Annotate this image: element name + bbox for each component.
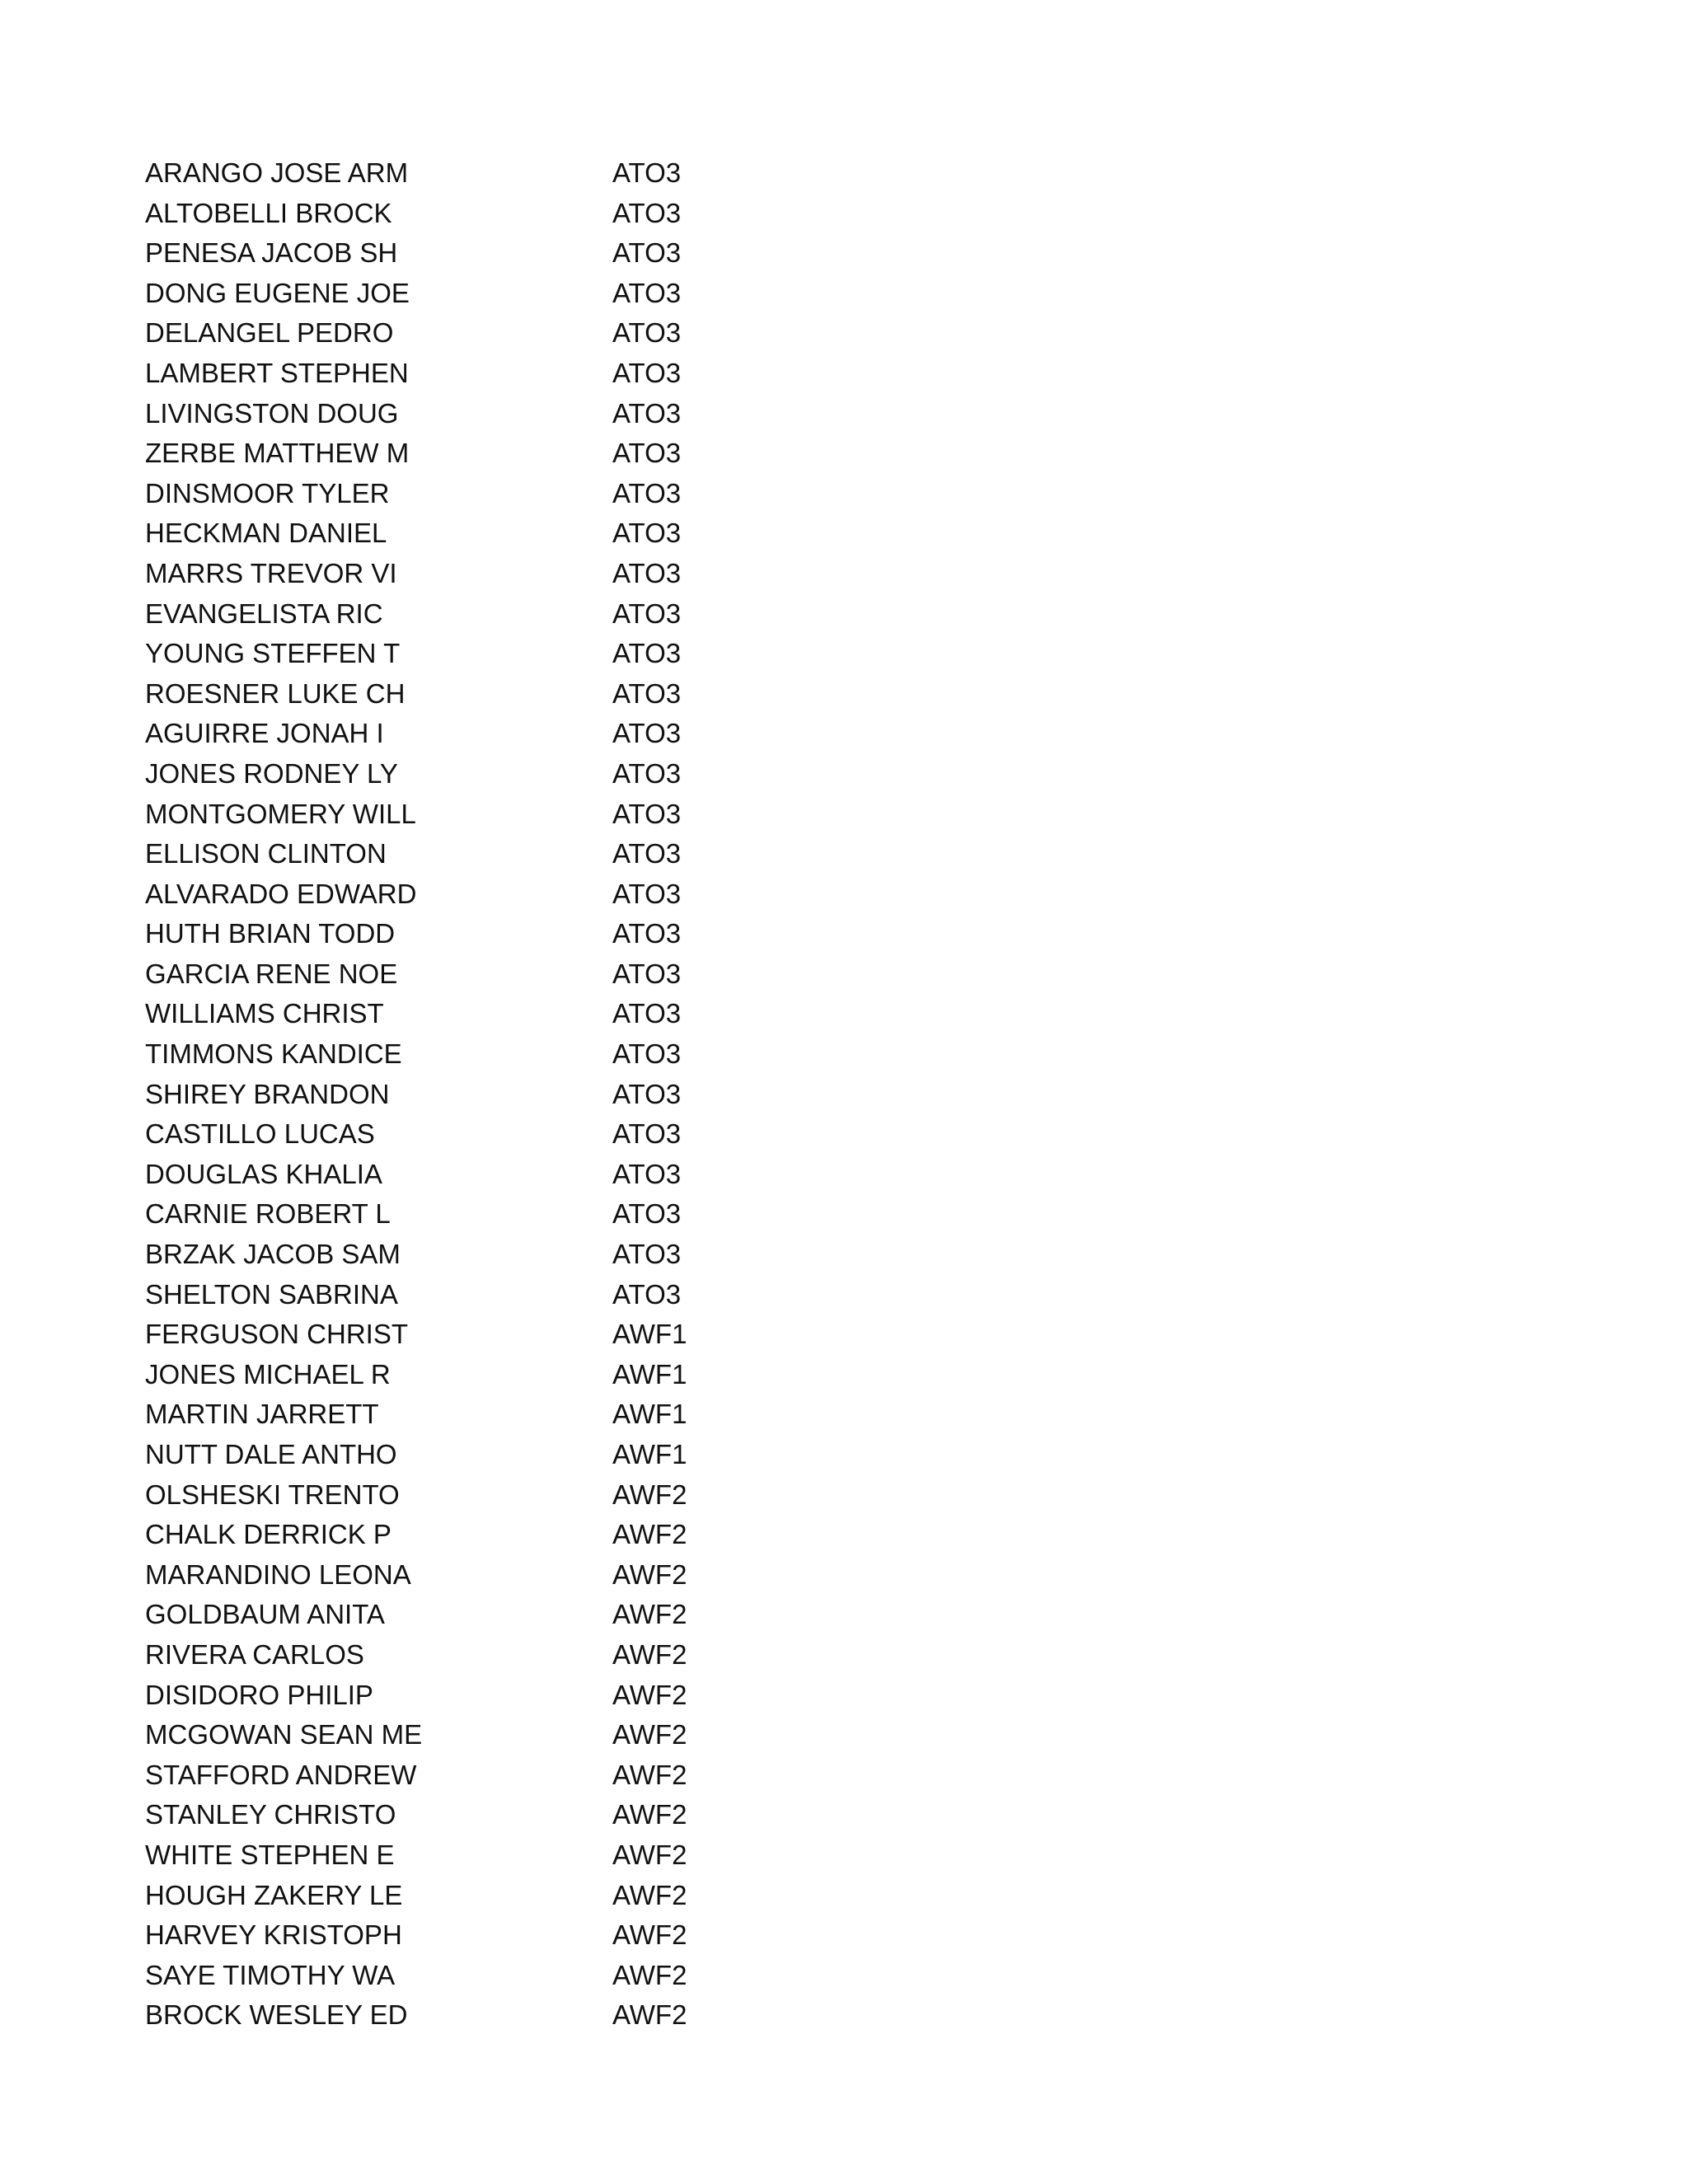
- rating-code: ATO3: [612, 357, 682, 388]
- rating-code: ATO3: [612, 958, 682, 989]
- roster-row: [145, 434, 887, 474]
- person-name: AGUIRRE JONAH I: [145, 718, 384, 749]
- rating-code: ATO3: [612, 878, 682, 909]
- person-name: CASTILLO LUCAS: [145, 1118, 375, 1150]
- person-name: FERGUSON CHRIST: [145, 1319, 409, 1350]
- person-name: NUTT DALE ANTHO: [145, 1439, 397, 1469]
- person-name: MCGOWAN SEAN ME: [145, 1719, 423, 1750]
- rating-code: AWF2: [612, 1759, 687, 1790]
- rating-code: AWF2: [612, 1719, 687, 1750]
- roster-row: [145, 474, 887, 514]
- roster-row: [145, 1034, 887, 1075]
- rating-code: ATO3: [612, 638, 682, 669]
- roster-row: [145, 1155, 887, 1195]
- roster-row: [145, 1915, 887, 1956]
- rating-code: ATO3: [612, 317, 682, 349]
- roster-row: [145, 754, 887, 794]
- person-name: TIMMONS KANDICE: [145, 1038, 402, 1070]
- rating-code: AWF2: [612, 1479, 687, 1510]
- roster-row: [145, 274, 887, 314]
- person-name: GOLDBAUM ANITA: [145, 1599, 385, 1630]
- rating-code: ATO3: [612, 1239, 682, 1270]
- person-name: MARTIN JARRETT: [145, 1399, 379, 1430]
- rating-code: ATO3: [612, 1038, 682, 1070]
- roster-row: [145, 1755, 887, 1796]
- person-name: SHIREY BRANDON: [145, 1078, 390, 1109]
- rating-code: AWF2: [612, 1679, 687, 1710]
- person-name: ELLISON CLINTON: [145, 838, 387, 869]
- person-name: PENESA JACOB SH: [145, 237, 398, 269]
- person-name: ARANGO JOSE ARM: [145, 157, 409, 188]
- person-name: OLSHESKI TRENTO: [145, 1479, 400, 1510]
- person-name: SHELTON SABRINA: [145, 1278, 398, 1310]
- roster-row: [145, 834, 887, 874]
- person-name: BRZAK JACOB SAM: [145, 1239, 401, 1270]
- person-name: MONTGOMERY WILL: [145, 798, 416, 829]
- person-name: ROESNER LUKE CH: [145, 677, 406, 709]
- roster-row: [145, 1435, 887, 1475]
- roster-row: [145, 1394, 887, 1435]
- rating-code: AWF2: [612, 1999, 687, 2031]
- roster-row: [145, 594, 887, 635]
- roster-row: [145, 1675, 887, 1716]
- person-name: ALVARADO EDWARD: [145, 878, 417, 909]
- roster-row: [145, 994, 887, 1034]
- rating-code: AWF2: [612, 1839, 687, 1870]
- roster-row: [145, 1275, 887, 1315]
- roster-row: [145, 1114, 887, 1155]
- roster-row: [145, 954, 887, 995]
- person-name: GARCIA RENE NOE: [145, 958, 398, 989]
- rating-code: ATO3: [612, 1078, 682, 1109]
- roster-row: [145, 1235, 887, 1275]
- roster-row: [145, 554, 887, 594]
- person-name: DOUGLAS KHALIA: [145, 1158, 382, 1189]
- roster-row: [145, 394, 887, 434]
- person-name: HECKMAN DANIEL: [145, 518, 387, 549]
- roster-row: [145, 1194, 887, 1235]
- roster-row: [145, 1515, 887, 1555]
- roster-row: [145, 1795, 887, 1835]
- person-name: EVANGELISTA RIC: [145, 598, 383, 629]
- person-name: HUTH BRIAN TODD: [145, 918, 396, 949]
- person-name: CHALK DERRICK P: [145, 1519, 392, 1550]
- rating-code: AWF2: [612, 1599, 687, 1630]
- rating-code: ATO3: [612, 838, 682, 869]
- roster-row: [145, 194, 887, 234]
- person-name: JONES RODNEY LY: [145, 757, 398, 789]
- roster-row: [145, 1075, 887, 1115]
- person-name: ZERBE MATTHEW M: [145, 438, 410, 469]
- roster-row: [145, 674, 887, 715]
- person-name: WHITE STEPHEN E: [145, 1839, 395, 1870]
- roster-list: [145, 153, 887, 2036]
- roster-row: [145, 1555, 887, 1596]
- rating-code: AWF1: [612, 1319, 687, 1350]
- rating-code: AWF2: [612, 1919, 687, 1951]
- rating-code: ATO3: [612, 237, 682, 269]
- rating-code: AWF1: [612, 1439, 687, 1469]
- rating-code: ATO3: [612, 998, 682, 1029]
- person-name: DONG EUGENE JOE: [145, 277, 410, 308]
- person-name: CARNIE ROBERT L: [145, 1198, 391, 1230]
- rating-code: ATO3: [612, 798, 682, 829]
- rating-code: ATO3: [612, 197, 682, 228]
- roster-row: [145, 1315, 887, 1355]
- roster-row: [145, 1835, 887, 1876]
- roster-row: [145, 714, 887, 754]
- rating-code: ATO3: [612, 477, 682, 509]
- person-name: STANLEY CHRISTO: [145, 1799, 396, 1830]
- roster-row: [145, 513, 887, 554]
- person-name: DISIDORO PHILIP: [145, 1679, 373, 1710]
- person-name: LAMBERT STEPHEN: [145, 357, 409, 388]
- person-name: LIVINGSTON DOUG: [145, 397, 399, 429]
- rating-code: ATO3: [612, 918, 682, 949]
- rating-code: AWF1: [612, 1399, 687, 1430]
- rating-code: AWF2: [612, 1799, 687, 1830]
- roster-row: [145, 1956, 887, 1996]
- roster-row: [145, 1715, 887, 1755]
- rating-code: AWF1: [612, 1358, 687, 1390]
- rating-code: ATO3: [612, 598, 682, 629]
- roster-row: [145, 874, 887, 915]
- rating-code: ATO3: [612, 277, 682, 308]
- rating-code: ATO3: [612, 1118, 682, 1150]
- roster-row: [145, 794, 887, 835]
- rating-code: ATO3: [612, 718, 682, 749]
- person-name: HARVEY KRISTOPH: [145, 1919, 402, 1951]
- person-name: MARANDINO LEONA: [145, 1558, 411, 1590]
- rating-code: ATO3: [612, 1158, 682, 1189]
- rating-code: ATO3: [612, 1198, 682, 1230]
- roster-row: [145, 354, 887, 394]
- rating-code: ATO3: [612, 1278, 682, 1310]
- roster-row: [145, 1475, 887, 1516]
- person-name: WILLIAMS CHRIST: [145, 998, 384, 1029]
- person-name: BROCK WESLEY ED: [145, 1999, 408, 2031]
- roster-row: [145, 153, 887, 194]
- rating-code: AWF2: [612, 1638, 687, 1670]
- rating-code: ATO3: [612, 518, 682, 549]
- roster-row: [145, 1995, 887, 2036]
- rating-code: ATO3: [612, 438, 682, 469]
- rating-code: AWF2: [612, 1879, 687, 1910]
- roster-row: [145, 914, 887, 954]
- person-name: DINSMOOR TYLER: [145, 477, 390, 509]
- person-name: HOUGH ZAKERY LE: [145, 1879, 403, 1910]
- roster-row: [145, 1595, 887, 1635]
- roster-row: [145, 233, 887, 274]
- person-name: JONES MICHAEL R: [145, 1358, 391, 1390]
- person-name: ALTOBELLI BROCK: [145, 197, 392, 228]
- roster-row: [145, 1635, 887, 1675]
- rating-code: AWF2: [612, 1558, 687, 1590]
- roster-row: [145, 634, 887, 674]
- rating-code: ATO3: [612, 557, 682, 588]
- person-name: MARRS TREVOR VI: [145, 557, 397, 588]
- roster-row: [145, 1876, 887, 1916]
- person-name: RIVERA CARLOS: [145, 1638, 364, 1670]
- rating-code: ATO3: [612, 757, 682, 789]
- person-name: DELANGEL PEDRO: [145, 317, 394, 349]
- person-name: SAYE TIMOTHY WA: [145, 1959, 396, 1990]
- person-name: STAFFORD ANDREW: [145, 1759, 417, 1790]
- rating-code: AWF2: [612, 1959, 687, 1990]
- rating-code: ATO3: [612, 397, 682, 429]
- rating-code: ATO3: [612, 677, 682, 709]
- person-name: YOUNG STEFFEN T: [145, 638, 401, 669]
- roster-row: [145, 313, 887, 354]
- rating-code: AWF2: [612, 1519, 687, 1550]
- roster-row: [145, 1355, 887, 1395]
- rating-code: ATO3: [612, 157, 682, 188]
